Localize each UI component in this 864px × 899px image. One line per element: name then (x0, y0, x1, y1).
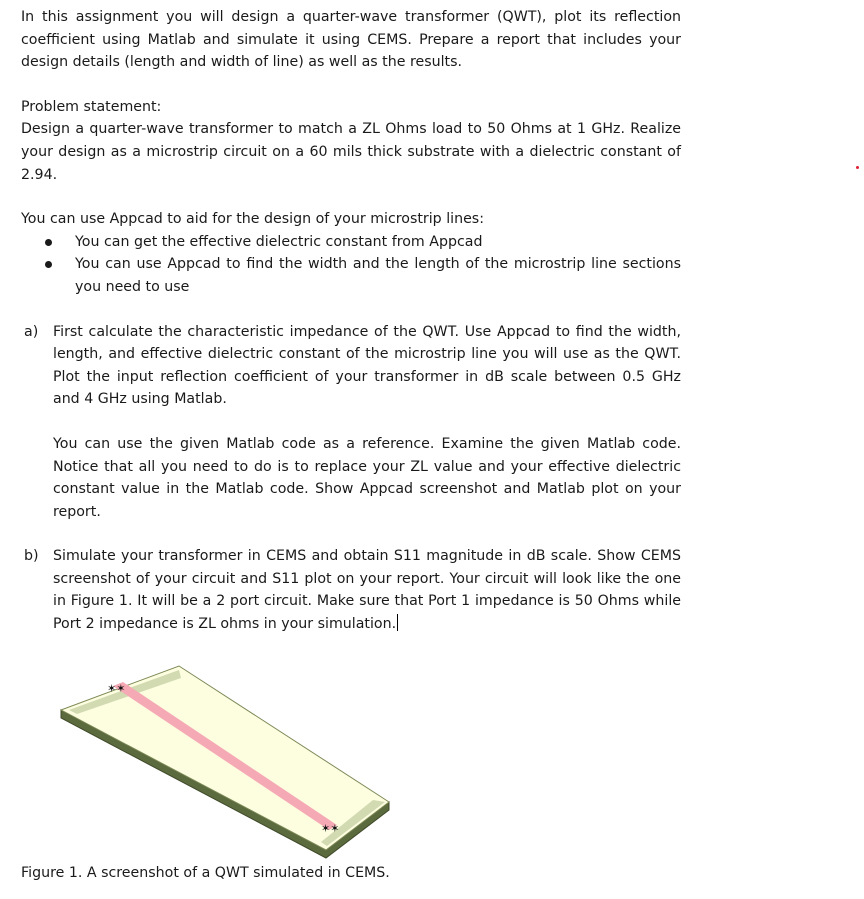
task-b-text: Simulate your transformer in CEMS and obtain S11 magnitude in dB scale. Show CEMS screenshot of your circuit and S11 plot on your report. Your circuit will look like the one in Figure 1. It will be a 2 port circuit. Make sure that Port 1 impedance is 50 Ohms while Port 2 impedance is ZL ohms in your simulation. (53, 548, 681, 633)
text-cursor (397, 614, 398, 631)
bullet-text: You can get the effective dielectric constant from Appcad (75, 233, 483, 250)
task-a-paragraph-1: First calculate the characteristic impedance of the QWT. Use Appcad to find the width, length, and effective dielectric constant of the microstrip line you will use as the QWT. Plot the input reflection coefficient of your transformer in dB scale between 0.5 GHz and 4 GHz using Matlab. (53, 323, 681, 408)
task-a-paragraph-2: You can use the given Matlab code as a reference. Examine the given Matlab code. Notice that all you need to do is to replace your ZL value and your effective dielectric constant value in the Matlab code. Show Appcad screenshot and Matlab plot on your report. (53, 435, 681, 520)
bullet-text: You can use Appcad to find the width and the length of the microstrip line sections you need to use (75, 256, 681, 295)
bullet-icon (45, 239, 52, 246)
appcad-bullet-list (21, 231, 681, 299)
stray-mark (856, 166, 859, 169)
document-body (21, 6, 681, 636)
problem-paragraph: Design a quarter-wave transformer to match a ZL Ohms load to 50 Ohms at 1 GHz. Realize your design as a microstrip circuit on a 60 mils thick substrate with a dielectric constant of 2.94. (21, 121, 681, 183)
svg-text:✶✶: ✶✶ (321, 822, 340, 835)
bullet-icon (45, 261, 52, 268)
task-marker: b) (24, 548, 39, 565)
intro-paragraph: In this assignment you will design a quarter-wave transformer (QWT), plot its reflection coefficient using Matlab and simulate it using CEMS. Prepare a report that includes your design details (length and width of line) as well as the results. (21, 9, 681, 71)
task-marker: a) (24, 323, 39, 340)
qwt-figure (55, 660, 395, 860)
task-b-paragraph (53, 545, 681, 635)
task-item-b (21, 545, 681, 635)
problem-heading: Problem statement: (21, 98, 162, 115)
task-list (21, 321, 681, 636)
bullet-item (21, 231, 681, 254)
svg-text:✶✶: ✶✶ (107, 682, 126, 695)
microstrip-board-illustration (55, 660, 395, 860)
figure-caption: Figure 1. A screenshot of a QWT simulated in CEMS. (21, 865, 390, 881)
task-item-a (21, 321, 681, 546)
bullet-item (21, 253, 681, 298)
appcad-intro: You can use Appcad to aid for the design of your microstrip lines: (21, 211, 484, 228)
